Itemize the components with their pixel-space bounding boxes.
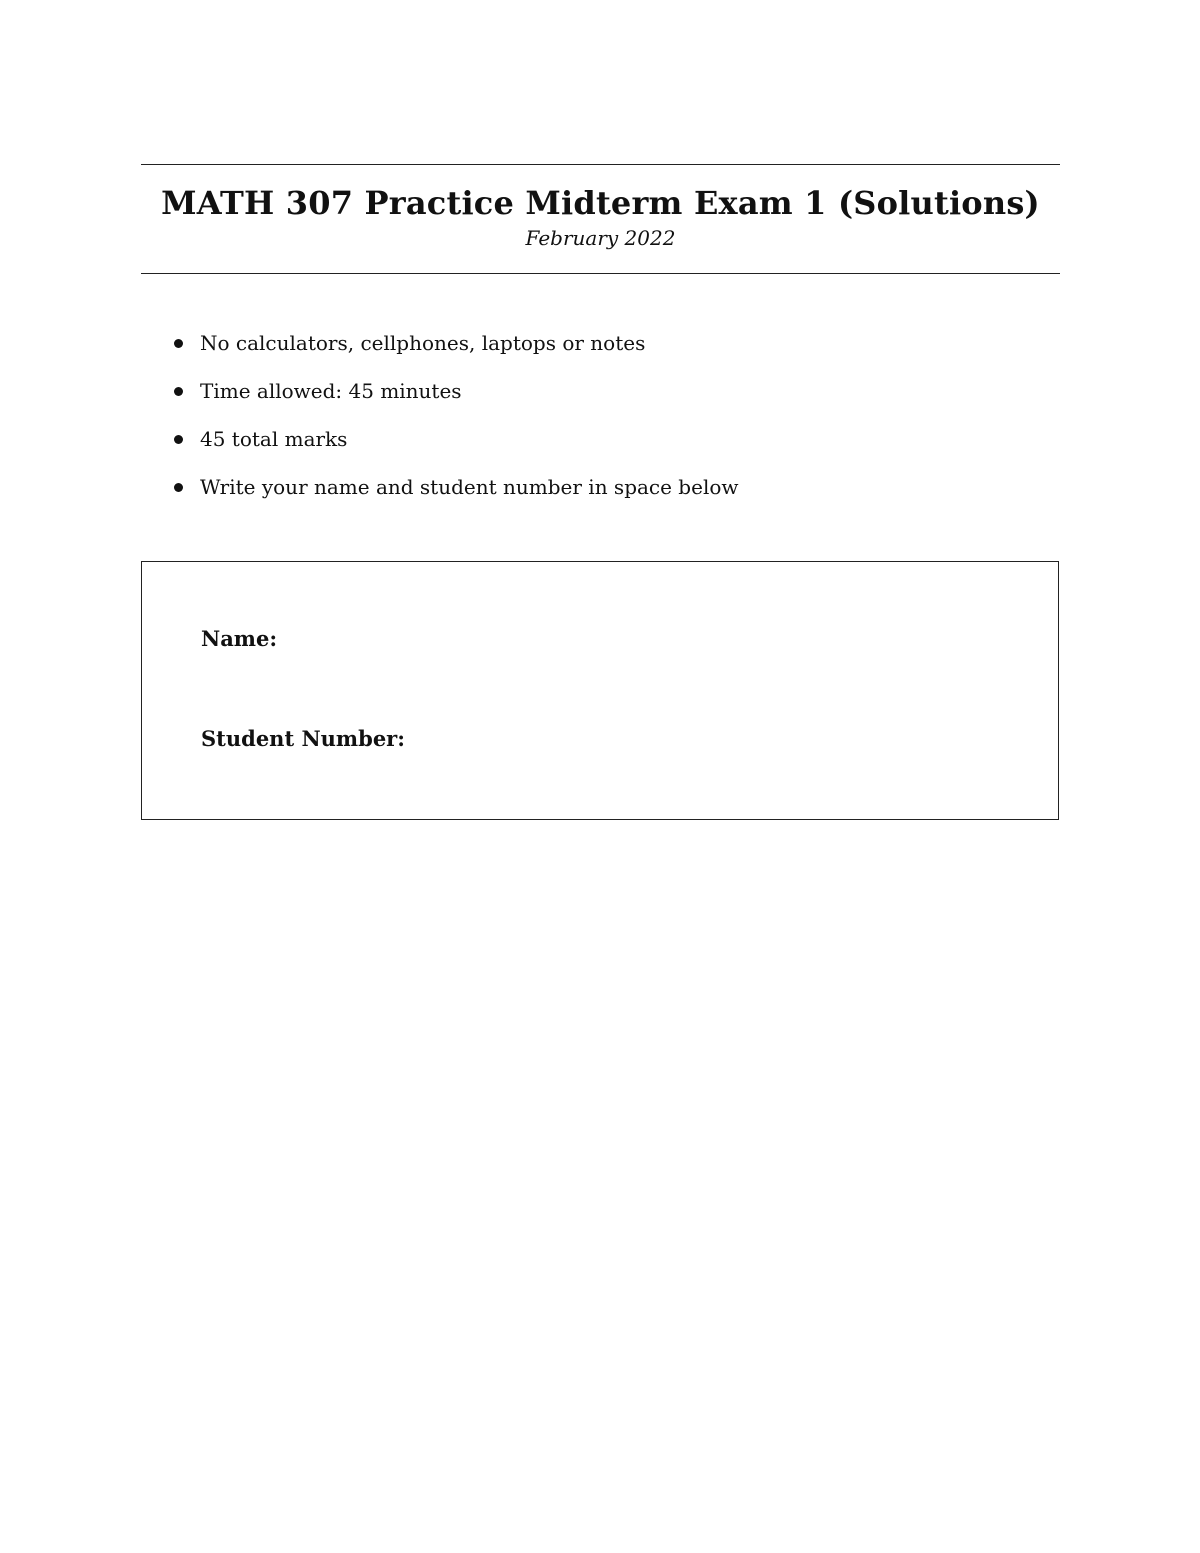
instruction-text: 45 total marks — [200, 427, 348, 451]
bullet-icon — [174, 435, 183, 444]
instruction-text: Time allowed: 45 minutes — [200, 379, 462, 403]
student-info-box — [141, 561, 1059, 820]
exam-title: MATH 307 Practice Midterm Exam 1 (Solutions) — [161, 184, 1040, 222]
name-label: Name: — [201, 626, 278, 651]
exam-date: February 2022 — [525, 226, 676, 250]
header-bottom-rule — [141, 273, 1060, 274]
header-top-rule — [141, 164, 1060, 165]
student-number-label: Student Number: — [201, 726, 406, 751]
bullet-icon — [174, 387, 183, 396]
bullet-icon — [174, 339, 183, 348]
instruction-text: Write your name and student number in space below — [200, 475, 739, 499]
instruction-text: No calculators, cellphones, laptops or notes — [200, 331, 646, 355]
bullet-icon — [174, 483, 183, 492]
